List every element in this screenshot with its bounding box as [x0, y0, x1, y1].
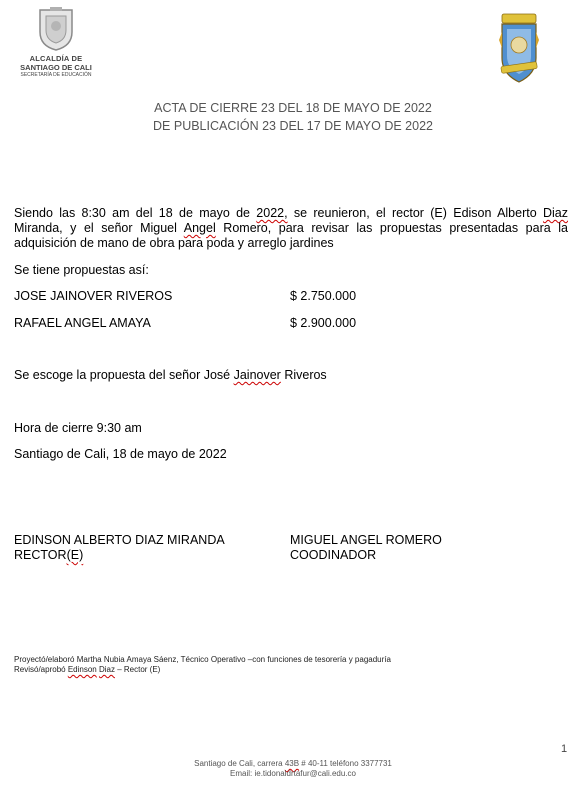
footer-text-2: # 40-11 teléfono 3377731	[299, 759, 392, 768]
approved-squiggle-1: Edinson	[67, 665, 97, 674]
intro-text-4: Romero, para revisar las propuestas presentadas para la adquisición de mano de obra para poda y arreglo jardines	[14, 221, 568, 250]
approved-text-1: Revisó/aprobó	[14, 665, 68, 674]
intro-squiggle-2: Diaz	[542, 206, 568, 220]
document-title-line-1: ACTA DE CIERRE 23 DEL 18 DE MAYO DE 2022	[154, 101, 432, 115]
signature-left-role	[14, 548, 83, 562]
place-date: Santiago de Cali, 18 de mayo de 2022	[14, 447, 227, 461]
school-crest-icon	[499, 12, 539, 84]
footer-text-1: Santiago de Cali, carrera	[194, 759, 285, 768]
choice-text-2: Riveros	[280, 368, 327, 382]
signature-right-name: MIGUEL ANGEL ROMERO	[290, 533, 442, 547]
credits-approved-by	[14, 665, 160, 674]
signature-left-name: EDINSON ALBERTO DIAZ MIRANDA	[14, 533, 225, 547]
choice-text-1: Se escoge la propuesta del señor José	[14, 368, 234, 382]
intro-paragraph	[14, 206, 568, 251]
alcaldia-logo	[14, 6, 98, 78]
footer-email: Email: ie.tidonaldrtafur@cali.edu.co	[230, 769, 356, 778]
logo-line-2: SANTIAGO DE CALI	[20, 63, 92, 72]
intro-squiggle-1: 2022,	[256, 206, 288, 220]
intro-text-1: Siendo las 8:30 am del 18 de mayo de	[14, 206, 257, 220]
intro-text-2: se reunieron, el rector (E) Edison Alberto	[287, 206, 543, 220]
chosen-proposal-line	[14, 368, 327, 382]
page-number: 1	[561, 743, 568, 755]
proposal-amount-1: $ 2.750.000	[290, 289, 357, 303]
intro-squiggle-3: Angel	[183, 221, 216, 235]
proposals-intro: Se tiene propuestas así:	[14, 263, 149, 277]
closing-time: Hora de cierre 9:30 am	[14, 421, 142, 435]
school-crest-logo	[499, 12, 539, 84]
credits-prepared-by: Proyectó/elaboró Martha Nubia Amaya Sáenz, Técnico Operativo –con funciones de tesorería y pagaduría	[14, 655, 391, 664]
proposal-name-2: RAFAEL ANGEL AMAYA	[14, 316, 151, 330]
logo-line-3: SECRETARÍA DE EDUCACIÓN	[20, 72, 92, 78]
proposal-amount-2: $ 2.900.000	[290, 316, 357, 330]
intro-text-3: Miranda, y el señor Miguel	[14, 221, 184, 235]
logo-line-1: ALCALDÍA DE	[29, 54, 83, 63]
left-role-squiggle: (E)	[66, 548, 84, 562]
proposal-name-1: JOSE JAINOVER RIVEROS	[14, 289, 173, 303]
coat-of-arms-icon	[36, 6, 76, 52]
footer-squiggle: 43B	[284, 759, 300, 768]
left-role-text: RECTOR	[14, 548, 67, 562]
approved-text-2: – Rector (E)	[114, 665, 161, 674]
footer-address	[0, 759, 586, 768]
document-title-line-2: DE PUBLICACIÓN 23 DEL 17 DE MAYO DE 2022	[153, 119, 433, 133]
signature-right-role: COODINADOR	[290, 548, 377, 562]
approved-squiggle-2: Diaz	[98, 665, 115, 674]
choice-squiggle: Jainover	[233, 368, 281, 382]
